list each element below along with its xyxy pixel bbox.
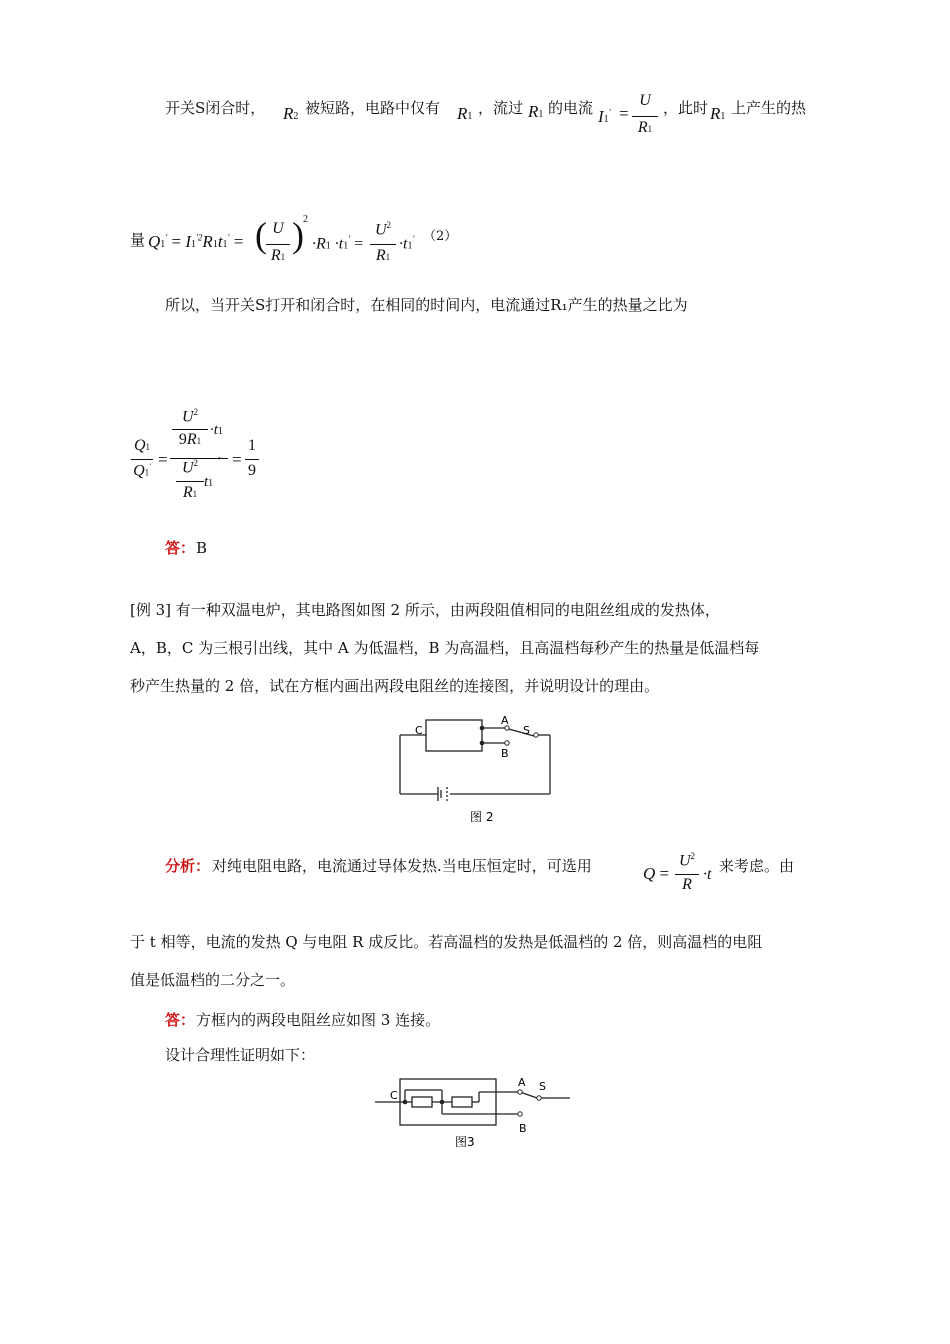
- label-a: A: [501, 714, 509, 727]
- fraction-line: [675, 874, 699, 875]
- math-r-analysis: R: [682, 876, 692, 893]
- math-product: ·R1 ·t1' =: [312, 234, 364, 253]
- switch-pivot: [534, 733, 538, 737]
- math-fraction-u: U: [639, 92, 651, 109]
- figure-3-caption: 图3: [455, 1135, 475, 1149]
- figure-2-circuit: [395, 712, 560, 832]
- para1-e: ，此时: [663, 99, 709, 117]
- math-r1: R1: [457, 104, 473, 123]
- equation-label-2: （2）: [423, 229, 458, 244]
- resistor-2: [452, 1097, 472, 1107]
- figure-2-caption: 图 2: [470, 810, 494, 824]
- fraction-line: [176, 481, 204, 482]
- junction-dot: [480, 726, 485, 731]
- math-r2: R2: [283, 104, 299, 123]
- math-paren-u: U: [272, 220, 284, 237]
- math-t: ·t: [703, 866, 712, 883]
- math-one: 1: [248, 437, 256, 454]
- label-c: C: [390, 1089, 398, 1102]
- fraction-line: [245, 459, 259, 460]
- math-u2-analysis: $U^2$: [678, 851, 696, 870]
- example3-line3: 秒产生热量的 2 倍，试在方框内画出两段电阻丝的连接图，并说明设计的理由。: [130, 677, 660, 695]
- math-fraction-r1: R1: [637, 119, 653, 136]
- math-t1-prime: ·t1': [399, 234, 415, 253]
- analysis-line1b: 来考虑。由: [719, 857, 795, 875]
- junction-dot: [480, 741, 485, 746]
- para1-c: ，流过: [478, 99, 524, 117]
- junction-dot: [440, 1100, 445, 1105]
- answer-text-2: 方框内的两段电阻丝应如图 3 连接。: [196, 1011, 441, 1029]
- math-q1: Q1: [133, 437, 151, 454]
- resistor-1: [412, 1097, 432, 1107]
- answer-label-2: 答：: [165, 1011, 196, 1029]
- math-t1-top: ·t1: [210, 422, 223, 438]
- junction-dot: [403, 1100, 408, 1105]
- math-r1d: R1: [375, 247, 391, 264]
- terminal-b: [518, 1112, 522, 1116]
- example3-line2: A，B，C 为三根引出线，其中 A 为低温档，B 为高温档，且高温档每秒产生的热量是低温档每: [130, 639, 760, 657]
- para1-a: 开关S闭合时，: [165, 99, 266, 117]
- paren-right: ): [292, 215, 304, 255]
- math-u2-top: $U^2$: [181, 407, 199, 426]
- terminal-a: [518, 1090, 522, 1094]
- label-b: B: [519, 1122, 527, 1135]
- analysis-line2: 于 t 相等，电流的发热 Q 与电阻 R 成反比。若高温档的发热是低温档的 2 倍，则高温档的电阻: [130, 933, 763, 951]
- math-paren-r1: R1: [270, 247, 286, 264]
- analysis-line3: 值是低温档的二分之一。: [130, 971, 296, 989]
- math-q1-prime: Q1': [133, 462, 151, 480]
- para1-d: 的电流: [548, 99, 594, 117]
- label-c: C: [415, 724, 423, 737]
- fraction-line: [370, 244, 396, 245]
- math-r1b: R1: [528, 102, 544, 121]
- analysis-line1a: 对纯电阻电路，电流通过导体发热.当电压恒定时，可选用: [212, 857, 592, 875]
- paren-left: (: [255, 215, 267, 255]
- math-nine: 9: [248, 462, 256, 479]
- math-equals: =: [232, 450, 242, 469]
- math-9r1: 9R1: [178, 431, 202, 448]
- para3: 所以，当开关S打开和闭合时，在相同的时间内，电流通过R₁产生的热量之比为: [165, 296, 688, 314]
- analysis-label: 分析：: [165, 857, 211, 875]
- math-i1-prime: I1': [598, 107, 611, 126]
- answer-label: 答：: [165, 539, 196, 557]
- para2-a: 量: [130, 231, 146, 249]
- para1-b: 被短路，电路中仅有: [305, 99, 441, 117]
- math-u2-bottom: $U^2$: [181, 458, 199, 477]
- math-u2: $U^2$: [374, 220, 392, 239]
- fraction-line: [266, 244, 290, 245]
- math-square: 2: [303, 214, 308, 225]
- switch-blade: [520, 1092, 537, 1098]
- label-s: S: [539, 1080, 546, 1093]
- fraction-line: [131, 459, 153, 460]
- math-q: Q =: [643, 864, 670, 883]
- math-r1c: R1: [710, 104, 726, 123]
- para1-f: 上产生的热: [731, 99, 807, 117]
- switch-pivot: [537, 1096, 541, 1100]
- fraction-line: [172, 429, 208, 430]
- figure-3-circuit: [375, 1074, 575, 1156]
- math-equals: =: [619, 104, 629, 123]
- answer-value: B: [196, 539, 208, 557]
- math-prime: ,: [218, 450, 221, 461]
- terminal-b: [505, 741, 509, 745]
- math-t1-bottom: t1: [204, 474, 214, 490]
- math-q1-eq: $Q1' = I1^{'2}R1t1'$ =: [148, 232, 244, 251]
- math-r1-bottom: R1: [182, 484, 198, 501]
- label-a: A: [518, 1076, 526, 1089]
- label-s: S: [523, 724, 530, 737]
- math-equals: =: [158, 450, 168, 469]
- fraction-line: [632, 116, 658, 117]
- proof-intro: 设计合理性证明如下：: [165, 1046, 316, 1064]
- example3-line1: [例 3] 有一种双温电炉，其电路图如图 2 所示，由两段阻值相同的电阻丝组成的发热体，: [130, 601, 720, 619]
- label-b: B: [501, 747, 509, 760]
- resistor-box: [426, 720, 482, 751]
